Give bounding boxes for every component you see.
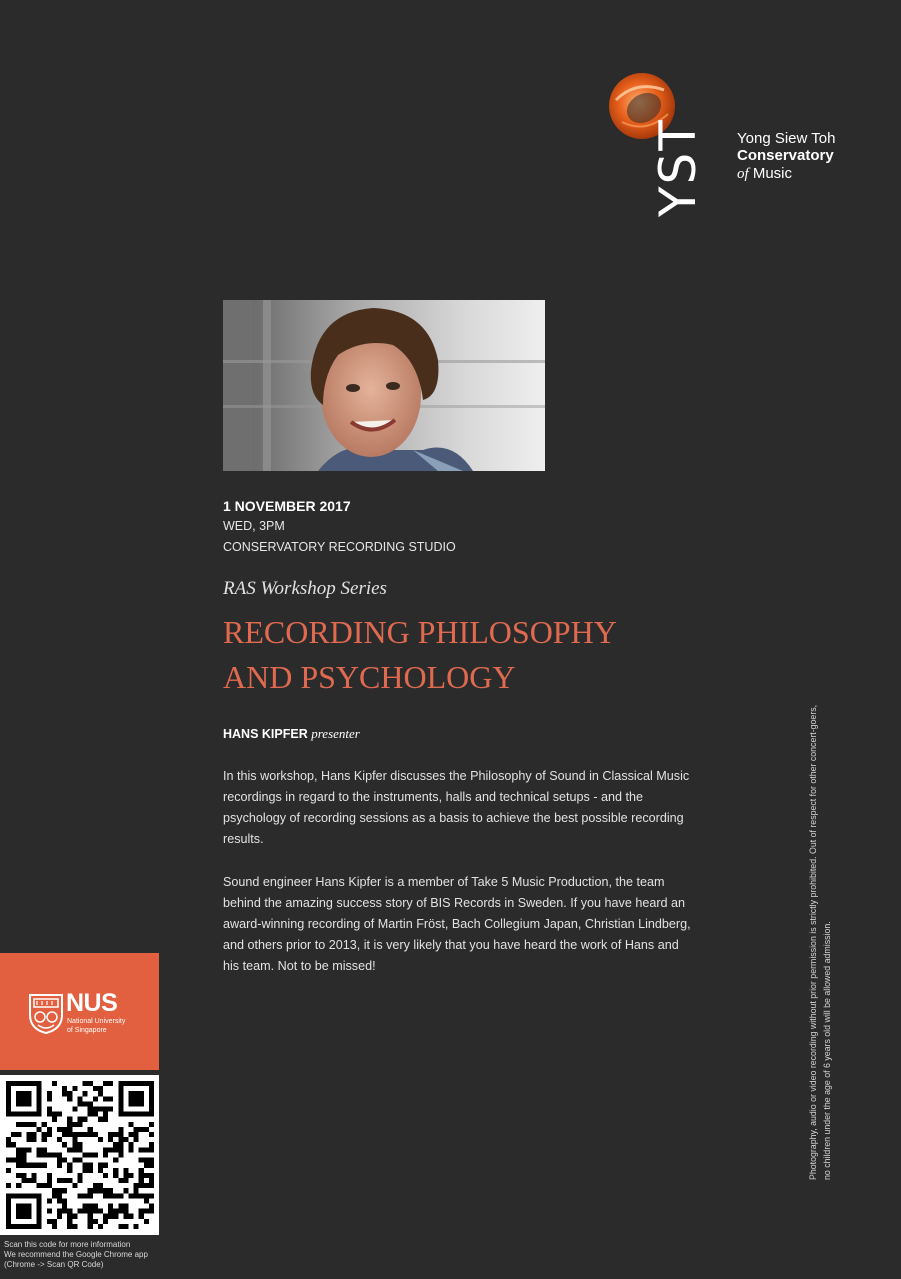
nus-full-line-1: National University [67, 1018, 126, 1025]
logo-wordmark [737, 130, 835, 183]
logo-line-2: Conservatory [737, 147, 834, 165]
nus-crest-icon [28, 993, 64, 1035]
notice-line-2: no children under the age of 6 years old will be allowed admission. [822, 921, 832, 1180]
title-line-1: RECORDING PHILOSOPHY [223, 614, 617, 650]
logo-music: Music [748, 164, 793, 182]
presenter-photo [223, 300, 545, 471]
qr-caption [4, 1240, 148, 1270]
event-venue: CONSERVATORY RECORDING STUDIO [223, 540, 456, 554]
nus-full-name [67, 1017, 125, 1035]
yst-letters: YST [649, 118, 707, 217]
presenter-credit [223, 726, 360, 742]
qr-caption-line-2: We recommend the Google Chrome app [4, 1250, 148, 1259]
presenter-role: presenter [311, 726, 360, 741]
qr-caption-line-1: Scan this code for more information [4, 1240, 131, 1249]
qr-code-icon[interactable] [6, 1080, 154, 1230]
notice-line-1: Photography, audio or video recording without prior permission is strictly prohibited. Out of respect for other concert-goers, [808, 704, 818, 1180]
event-date: 1 NOVEMBER 2017 [223, 498, 351, 514]
qr-code-box[interactable] [0, 1075, 159, 1235]
qr-caption-line-3: (Chrome -> Scan QR Code) [4, 1260, 104, 1269]
admission-notice [804, 660, 834, 1180]
series-name: RAS Workshop Series [223, 578, 387, 599]
title-line-2: AND PSYCHOLOGY [223, 659, 516, 695]
logo-of: of [737, 165, 749, 182]
nus-logo-block [0, 953, 159, 1070]
event-title [223, 610, 617, 700]
event-time: WED, 3PM [223, 519, 285, 533]
description-paragraph-1: In this workshop, Hans Kipfer discusses the Philosophy of Sound in Classical Music recordings in regard to the instruments, halls and technical setups - and the psychology of recording sessions as a basis to achieve the best possible recording results. [223, 769, 690, 846]
presenter-name: HANS KIPFER [223, 727, 308, 741]
admission-notice-text [806, 660, 834, 1180]
nus-full-line-2: of Singapore [67, 1027, 107, 1034]
logo-line-1: Yong Siew Toh [737, 130, 836, 147]
description-paragraph-2: Sound engineer Hans Kipfer is a member of Take 5 Music Production, the team behind the amazing success story of BIS Records in Sweden. If you have heard an award-winning recording of Martin Fröst, Bach Collegium Japan, Christian Lindberg, and others prior to 2013, it is very likely that you have heard the work of Hans and his team. Not to be missed! [223, 875, 691, 973]
nus-name: NUS [66, 989, 118, 1017]
logo-line-3 [737, 165, 835, 183]
